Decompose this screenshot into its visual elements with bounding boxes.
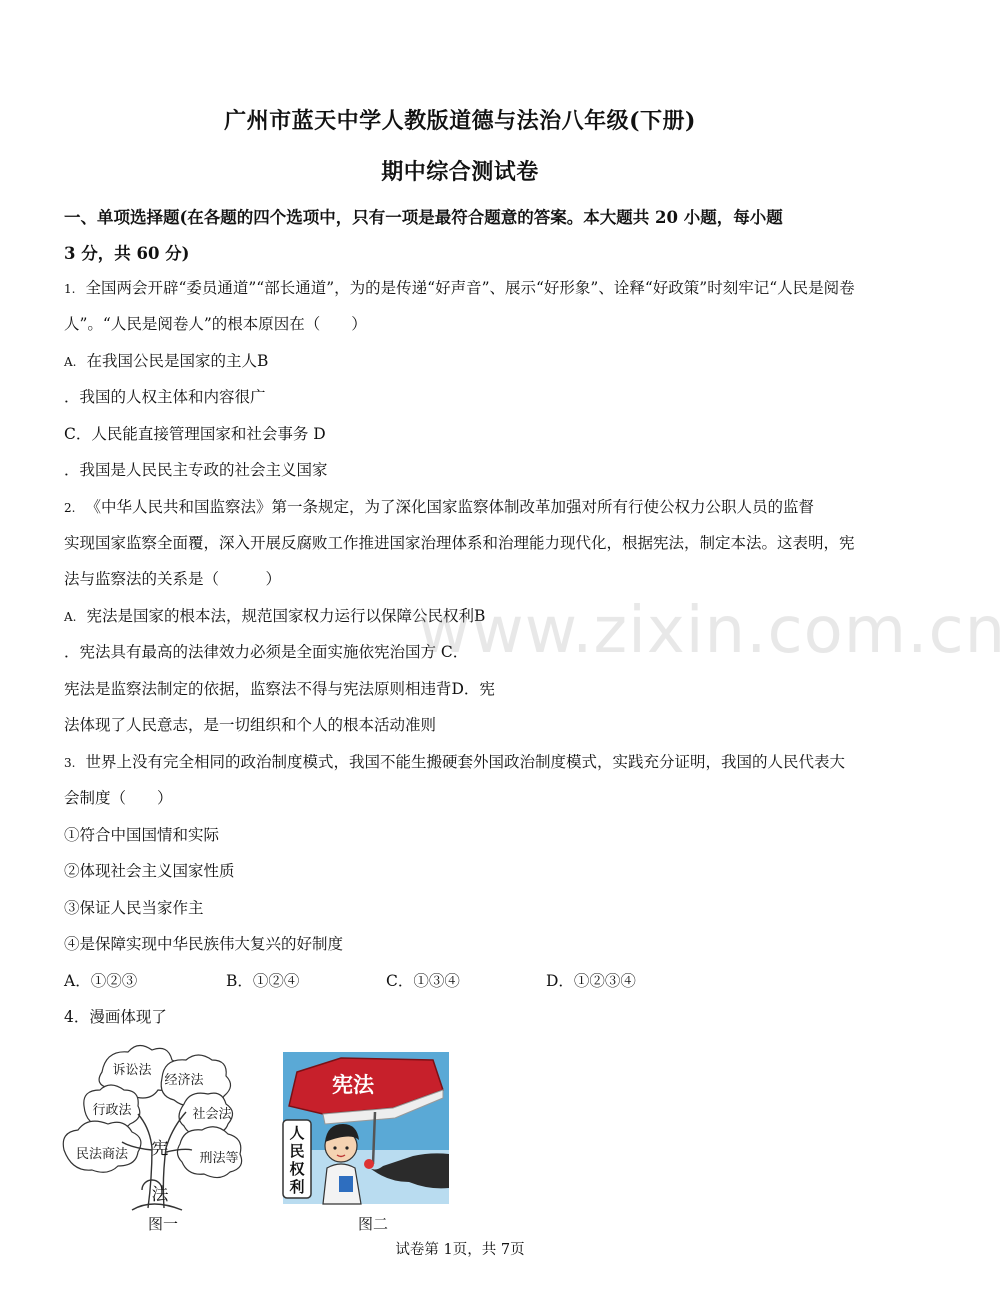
q3-statement-3: ③保证人民当家作主 <box>64 899 204 917</box>
watermark: www.zixin.com.cn <box>418 594 1006 668</box>
q2-option-line1: A. 宪法是国家的根本法，规范国家权力运行以保障公民权利B <box>64 607 486 625</box>
q2-option-line4: 法体现了人民意志，是一切组织和个人的根本活动准则 <box>64 716 437 734</box>
q3-statement-1: ①符合中国国情和实际 <box>64 826 220 844</box>
q3-statement-2: ②体现社会主义国家性质 <box>64 862 235 880</box>
figure-constitution-umbrella <box>283 1052 449 1204</box>
q2-number: 2. <box>64 501 76 515</box>
q1-number: 1. <box>64 282 76 296</box>
q3-option-a: A．①②③ <box>64 972 138 990</box>
page-footer: 试卷第 1页，共 7页 <box>395 1242 525 1258</box>
fig1-label-economic: 经济法 <box>164 1073 204 1088</box>
q3-number: 3. <box>64 756 76 770</box>
section-heading-cont: 3 分，共 60 分) <box>64 244 190 263</box>
fig1-label-civil-commercial: 民法商法 <box>75 1147 129 1162</box>
exam-subtitle: 期中综合测试卷 <box>381 159 539 185</box>
q2-option-line2: ．宪法具有最高的法律效力必须是全面实施依宪治国方 C． <box>64 643 469 661</box>
q3-stem-line1: 3. 世界上没有完全相同的政治制度模式，我国不能生搬硬套外国政治制度模式，实践充分证明，我国的人民代表大 <box>64 753 845 771</box>
exam-title: 广州市蓝天中学人教版道德与法治八年级(下册) <box>224 108 696 134</box>
q3-option-d: D．①②③④ <box>546 972 636 990</box>
section-heading: 一、单项选择题(在各题的四个选项中，只有一项是最符合题意的答案。本大题共 20 小题，每小题 <box>64 208 783 227</box>
fig1-label-constitution-1: 宪 <box>151 1139 169 1159</box>
fig1-label-litigation: 诉讼法 <box>112 1063 152 1078</box>
figure2-caption: 图二 <box>358 1215 389 1233</box>
fig2-sign-text <box>288 1124 305 1196</box>
svg-text:人: 人 <box>289 1124 305 1142</box>
q3-stem-line2: 会制度（ ） <box>64 789 173 807</box>
q3-option-b: B．①②④ <box>226 972 300 990</box>
figure1-caption: 图一 <box>148 1215 179 1233</box>
q1-option-line1: A. 在我国公民是国家的主人B <box>64 352 269 370</box>
q3-statement-4: ④是保障实现中华民族伟大复兴的好制度 <box>64 935 344 953</box>
q1-stem-line1: 1. 全国两会开辟“委员通道”“部长通道”，为的是传递“好声音”、展示“好形象”、诠释“好政策”时刻牢记“人民是阅卷 <box>64 279 855 297</box>
figure-law-tree <box>62 1040 262 1212</box>
q1-option-line2: ．我国的人权主体和内容很广 <box>64 388 266 406</box>
fig1-label-administrative: 行政法 <box>92 1103 132 1118</box>
svg-text:利: 利 <box>289 1178 305 1196</box>
q1-option-line3: C．人民能直接管理国家和社会事务 D <box>64 425 326 443</box>
fig2-umbrella-text: 宪法 <box>332 1072 374 1097</box>
q2-stem-line3: 法与监察法的关系是（ ） <box>64 570 282 588</box>
svg-text:权: 权 <box>289 1160 305 1178</box>
q2-stem-line1: 2. 《中华人民共和国监察法》第一条规定，为了深化国家监察体制改革加强对所有行使公权力公职人员的监督 <box>64 498 814 516</box>
q1-stem-line2: 人”。“人民是阅卷人”的根本原因在（ ） <box>64 315 367 333</box>
q4-stem: 4．漫画体现了 <box>64 1008 167 1026</box>
q2-stem-line2: 实现国家监察全面覆，深入开展反腐败工作推进国家治理体系和治理能力现代化，根据宪法，制定本法。这表明，宪 <box>64 534 855 552</box>
fig1-label-criminal: 刑法等 <box>199 1151 239 1166</box>
q3-option-c: C．①③④ <box>386 972 460 990</box>
svg-text:民: 民 <box>289 1142 305 1160</box>
fig1-label-constitution-2: 法 <box>151 1185 169 1205</box>
q2-option-line3: 宪法是监察法制定的依据，监察法不得与宪法原则相违背D．宪 <box>64 680 495 698</box>
q1-option-line4: ．我国是人民民主专政的社会主义国家 <box>64 461 328 479</box>
fig1-label-social: 社会法 <box>192 1107 232 1122</box>
